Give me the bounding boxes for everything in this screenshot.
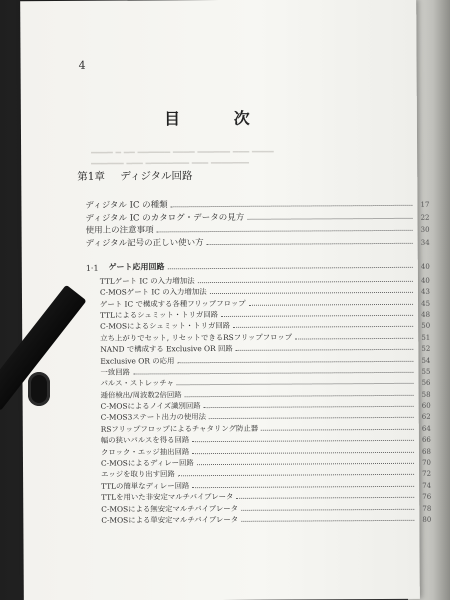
leader-dots (204, 405, 414, 408)
toc-entry-page: 72 (422, 470, 432, 479)
leader-dots (157, 229, 413, 233)
toc-entry-page: 56 (421, 379, 431, 388)
toc-entry-page: 51 (421, 333, 431, 342)
toc-entry-title: C-MOSによるディレー回路 (100, 458, 194, 468)
leader-dots (261, 428, 414, 431)
toc-entry-title: RSフリップフロップによるチャタリング防止器 (100, 423, 259, 434)
leader-dots (192, 439, 414, 442)
leader-dots (295, 337, 413, 340)
leader-dots (133, 371, 413, 375)
toc-entry-title: 幅の狭いパルスを得る回路 (100, 435, 190, 445)
leader-dots (209, 416, 414, 419)
toc-entry-page: 52 (421, 344, 431, 353)
toc-entry-page: 54 (421, 356, 431, 365)
page-number: 4 (78, 58, 86, 72)
toc-entry-page: 30 (420, 225, 430, 234)
leader-dots (236, 496, 414, 499)
toc-entry-page: 50 (421, 322, 431, 331)
toc-entry[interactable] (86, 234, 430, 248)
toc-entry-page: 34 (420, 238, 430, 247)
leader-dots (241, 507, 414, 510)
leader-dots (192, 485, 414, 488)
section-page: 40 (420, 262, 430, 271)
chapter-label: 第1章 (77, 170, 105, 183)
chapter-title: ディジタル回路 (120, 170, 193, 183)
strap-clip (28, 372, 50, 406)
leader-dots (178, 473, 414, 476)
toc-intro-list (85, 197, 429, 249)
toc-entry-title: ディジタル IC の種類 (85, 200, 168, 211)
section-title: ゲート応用回路 (108, 261, 165, 272)
leader-dots (241, 519, 414, 522)
toc-entry-title: 立ち上がりでセット, リセットできるRSフリップフロップ (100, 332, 293, 343)
toc-entry-title: TTLの簡単なディレー回路 (101, 481, 190, 491)
section-number: 1·1 (85, 263, 99, 273)
toc-entry-page: 22 (420, 213, 430, 222)
toc-entry-title: ディジタル IC のカタログ・データの見方 (85, 212, 245, 224)
toc-entry-title: C-MOSによるノイズ識別回路 (100, 401, 201, 411)
toc-entry-page: 78 (422, 504, 432, 513)
leader-dots (236, 348, 414, 351)
leader-dots (192, 450, 414, 453)
toc-entry-title: C-MOSゲート IC の入力増加法 (99, 287, 207, 297)
toc-entry-page: 80 (422, 515, 432, 524)
toc-entry-title: ゲート IC で構成する各種フリップフロップ (99, 298, 246, 309)
leader-dots (207, 242, 413, 245)
leader-dots (177, 382, 414, 385)
toc-entry-title: TTLによるシュミット・トリガ回路 (100, 309, 219, 320)
toc-entry-page: 43 (421, 287, 430, 296)
leader-dots (247, 216, 412, 219)
section-entry-list (86, 274, 432, 526)
toc-entry-page: 40 (420, 276, 430, 285)
toc-entry-title: 使用上の注意事項 (85, 225, 154, 237)
leader-dots (185, 394, 414, 397)
bleed-through-text: ━━━━ ━ ━━ ━━━━━━ ━━━━ ━━━━━━ ━━━ ━━━━ ━━━━━━ ━━━ ━━━━━━━━ ━━━ ━━━━━━━ (91, 147, 274, 170)
toc-entry-page: 58 (421, 390, 431, 399)
toc-entry-page: 17 (420, 200, 430, 209)
toc-entry-page: 45 (421, 299, 431, 308)
leader-dots (233, 325, 413, 328)
section-heading[interactable] (86, 259, 430, 273)
toc-entry-title: C-MOSによるシュミット・トリガ回路 (100, 321, 231, 332)
leader-dots (197, 462, 414, 465)
leader-dots (168, 266, 413, 269)
toc-entry-page: 48 (421, 310, 431, 319)
leader-dots (210, 291, 413, 294)
toc-entry-title: Exclusive OR の応用 (100, 355, 175, 366)
toc-entry-page: 55 (421, 367, 431, 376)
toc-entry-page: 74 (422, 481, 432, 490)
toc-entry-title: 逓倍検出/周波数2倍回路 (100, 389, 182, 400)
toc-entry-page: 64 (421, 424, 431, 433)
toc-entry-title: エッジを取り出す回路 (101, 469, 175, 480)
toc-entry-title: パルス・ストレッチャ (100, 378, 174, 389)
toc-entry-page: 76 (422, 492, 432, 501)
toc-entry-page: 70 (422, 458, 432, 467)
toc-entry-title: ディジタル記号の正しい使い方 (85, 237, 204, 249)
toc-entry-page: 62 (421, 413, 431, 422)
leader-dots (249, 302, 413, 305)
toc-entry-title: 一致回路 (100, 367, 131, 377)
leader-dots (198, 280, 413, 283)
toc-entry-title: TTLを用いた非安定マルチバイブレータ (101, 492, 234, 502)
toc-entry-title: C-MOSによる単安定マルチバイブレータ (101, 514, 239, 525)
toc-entry-title: NAND で構成する Exclusive OR 回路 (100, 344, 233, 354)
toc-entry-title: C-MOSによる無安定マルチバイブレータ (101, 503, 239, 514)
toc-entry-page: 66 (421, 435, 431, 445)
chapter-heading (77, 168, 192, 184)
toc-entry-title: C-MOS3ステート出力の使用法 (100, 412, 207, 423)
toc-entry[interactable] (101, 513, 431, 526)
leader-dots (221, 314, 413, 317)
toc-entry-page: 60 (421, 401, 431, 410)
toc-title: 目 次 (164, 108, 274, 129)
leader-dots (177, 359, 413, 362)
toc-entry-title: TTLゲート IC の入力増加法 (99, 275, 195, 286)
toc-entry-title: クロック・エッジ抽出回路 (100, 446, 190, 457)
leader-dots (171, 204, 413, 207)
toc-section-gate-circuits (86, 259, 432, 527)
toc-entry-page: 68 (421, 447, 431, 456)
